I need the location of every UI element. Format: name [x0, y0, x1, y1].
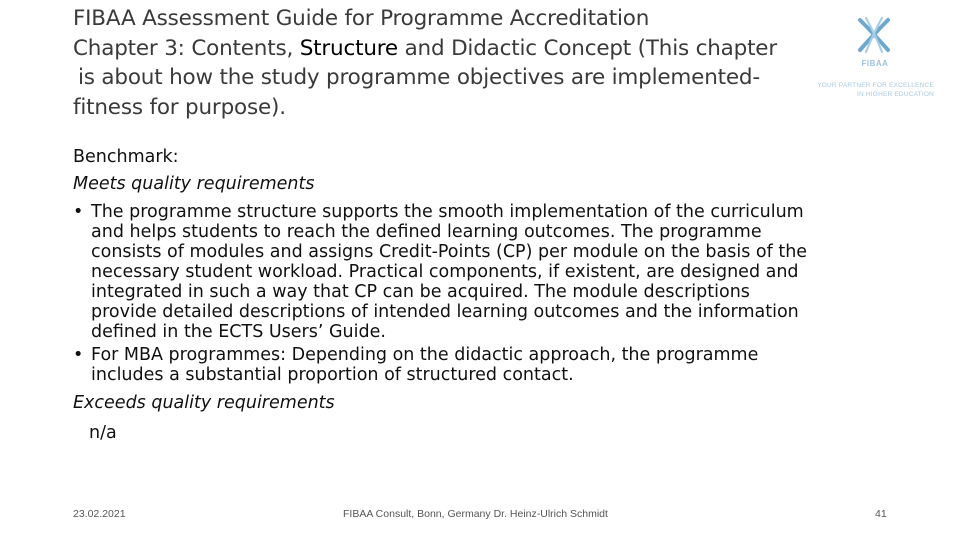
slide-body	[73, 145, 903, 445]
benchmark-heading: Benchmark:	[73, 147, 179, 167]
footer-date: 23.02.2021	[73, 508, 126, 520]
title-line-3: is about how the study programme objectives are implemented-	[78, 65, 760, 90]
meets-quality-label: Meets quality requirements	[73, 174, 315, 194]
fibaa-logo	[812, 14, 938, 104]
title-line-4: fitness for purpose).	[73, 94, 286, 120]
bullet-text-line: necessary student workload. Practical components, if existent, are designed and	[91, 262, 799, 282]
title-line-2-strong: Structure	[299, 35, 398, 61]
exceeds-quality-value: n/a	[89, 423, 117, 443]
footer-center-text: FIBAA Consult, Bonn, Germany Dr. Heinz-Ulrich Schmidt	[343, 508, 608, 520]
bullet-text-line: integrated in such a way that CP can be acquired. The module descriptions	[91, 282, 750, 302]
bullet-mba-programmes	[73, 345, 903, 385]
bullet-glyph: •	[73, 202, 84, 222]
bullet-text-line: For MBA programmes: Depending on the didactic approach, the programme	[91, 345, 759, 365]
slide-title	[73, 4, 813, 122]
title-line-2	[73, 34, 813, 64]
bullet-glyph: •	[73, 345, 84, 365]
logo-tagline-2: IN HIGHER EDUCATION	[857, 91, 934, 98]
logo-brand-text: FIBAA	[861, 59, 889, 68]
title-line-2-post: and Didactic Concept (This chapter	[397, 35, 777, 61]
title-line-1: FIBAA Assessment Guide for Programme Accreditation	[73, 6, 650, 31]
bullet-text-line: and helps students to reach the defined learning outcomes. The programme	[91, 222, 762, 242]
bullet-text-line: includes a substantial proportion of structured contact.	[91, 365, 574, 385]
fibaa-star-logo-icon	[844, 14, 904, 58]
logo-tagline-1: YOUR PARTNER FOR EXCELLENCE	[817, 82, 934, 89]
bullet-text-line: The programme structure supports the smooth implementation of the curriculum	[91, 202, 804, 222]
footer-page-number: 41	[875, 508, 887, 520]
bullet-programme-structure	[73, 202, 903, 342]
title-line-2-pre: Chapter 3: Contents,	[73, 35, 300, 61]
bullet-text-line: defined in the ECTS Users’ Guide.	[91, 322, 386, 342]
bullet-text-line: provide detailed descriptions of intended learning outcomes and the information	[91, 302, 799, 322]
bullet-text-line: consists of modules and assigns Credit-Points (CP) per module on the basis of the	[91, 242, 808, 262]
exceeds-quality-label: Exceeds quality requirements	[73, 393, 335, 413]
